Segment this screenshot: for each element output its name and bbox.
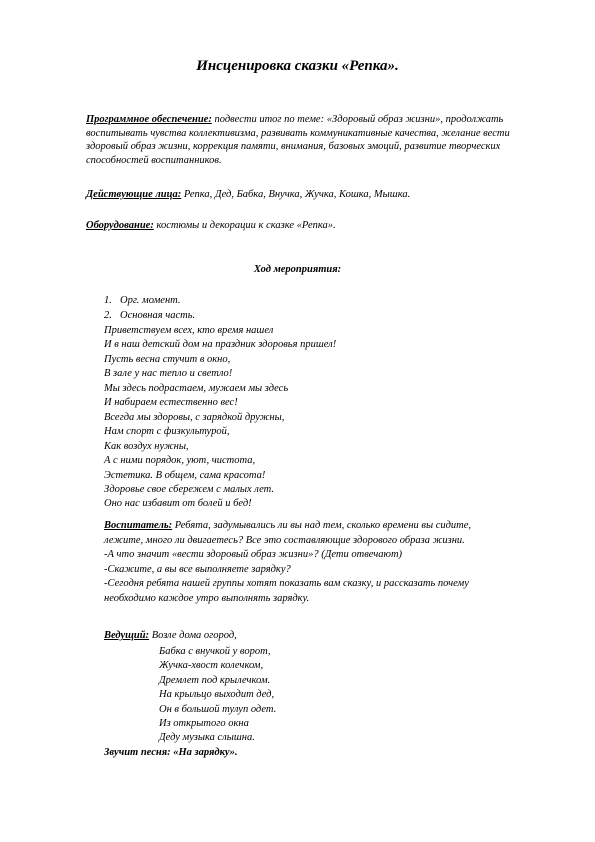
verse-line: Бабка с внучкой у ворот, [159,646,271,657]
list-item: 2. Основная часть. [104,309,196,321]
educator-label: Воспитатель: [104,520,173,531]
verse-line: И в наш детский дом на праздник здоровья пришел! [104,339,337,351]
verse-line: Жучка-хвост колечком, [159,660,264,672]
verse-line: Из открытого окна [159,718,249,730]
equipment-paragraph [86,219,516,233]
verse-line: Он в большой тулуп одет. [159,703,277,715]
equipment-label: Оборудование: [86,220,154,231]
verse-line: Пусть весна стучит в окно, [104,353,231,365]
verse-line: Всегда мы здоровы, с зарядкой дружны, [104,411,285,423]
educator-first-line: Воспитатель: Ребята, задумывались ли вы над тем, сколько времени вы сидите, [104,520,472,531]
list-item: 1. Орг. момент. [104,295,181,306]
equipment-text: костюмы и декорации к сказке «Репка». [153,220,336,231]
verse-line: На крыльцо выходит дед, [159,689,275,701]
dialog-line: -Сегодня ребята нашей группы хотят показать вам сказку, и рассказать почему [104,578,469,589]
verse-line: Деду музыка слышна. [159,732,255,744]
verse-line: Мы здесь подрастаем, мужаем мы здесь [104,382,289,394]
dialog-line: необходимо каждое утро выполнять зарядку. [104,592,310,604]
verse-line: Оно нас избавит от болей и бед! [104,498,252,510]
leader-verse [159,645,276,746]
verse-line: В зале у нас тепло и светло! [104,368,233,380]
greeting-verse [104,324,336,512]
verse-line: А с ними порядок, уют, чистота, [104,455,256,467]
verse-line: И набираем естественно вес! [104,397,238,409]
verse-line: Нам спорт с физкультурой, [104,426,230,438]
document-title: Инсценировка сказки «Репка». [196,58,399,74]
verse-line: Как воздух нужны, [104,440,189,452]
verse-line: Здоровье свое сбережем с малых лет. [104,483,275,495]
program-text: подвести итог по теме: «Здоровый образ жизни», продолжать воспитывать чувства коллективизма, развивать коммуникативные качества, желание вести здоровый образ жизни, коррекция памяти, внимания, базовых эмоций, развитие творческих способностей воспитанников. [86,114,510,166]
dialog-line: -Скажите, а вы все выполняете зарядку? [104,563,291,575]
characters-paragraph [86,188,516,202]
verse-line: Эстетика. В общем, сама красота! [104,469,266,481]
song-cue: Звучит песня: «На зарядку». [104,747,238,758]
characters-label: Действующие лица: [86,189,182,200]
program-label: Программное обеспечение: [86,114,212,125]
dialog-line: -А что значит «вести здоровый образ жизни»? (Дети отвечают) [104,549,403,560]
leader-first-line: Ведущий: Возле дома огород, [104,630,237,641]
characters-text: Репка, Дед, Бабка, Внучка, Жучка, Кошка, Мышка. [181,189,411,200]
verse-line: Дремлет под крылечком. [159,674,271,686]
educator-block [104,519,534,606]
verse-line: Приветствуем всех, кто время нашел [104,325,274,336]
program-paragraph [86,113,516,167]
dialog-line: лежите, много ли двигаетесь? Все это составляющие здорового образа жизни. [104,534,465,546]
numbered-list [104,294,195,323]
leader-label: Ведущий: [104,630,150,641]
event-heading: Ход мероприятия: [253,264,342,275]
